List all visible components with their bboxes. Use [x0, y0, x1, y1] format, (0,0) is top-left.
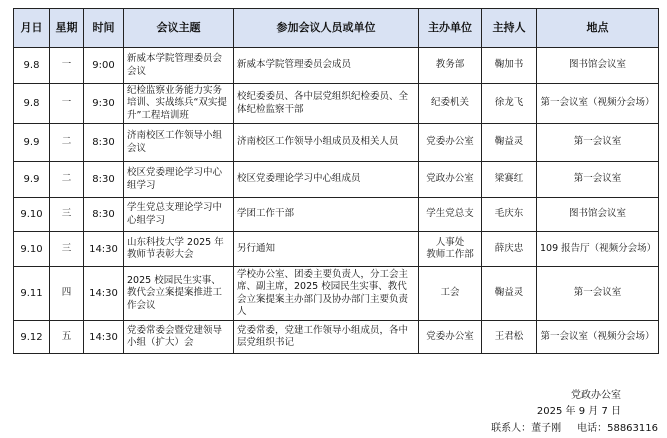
- contact-phone: 电话：58863116: [577, 423, 658, 434]
- cell-weekday: 五: [50, 321, 84, 354]
- cell-topic: 山东科技大学 2025 年教师节表彰大会: [124, 232, 234, 267]
- cell-topic: 济南校区工作领导小组会议: [124, 124, 234, 162]
- table-row: [14, 267, 659, 321]
- cell-time: 14:30: [84, 321, 124, 354]
- cell-weekday: 四: [50, 267, 84, 321]
- cell-participants: 学团工作干部: [234, 198, 419, 232]
- cell-host: 王君松: [482, 321, 537, 354]
- cell-weekday: 一: [50, 84, 84, 124]
- table-row: [14, 198, 659, 232]
- cell-host: 鞠益灵: [482, 267, 537, 321]
- header-date: 月日: [14, 9, 50, 48]
- header-topic: 会议主题: [124, 9, 234, 48]
- cell-time: 9:30: [84, 84, 124, 124]
- cell-organizer: 党委办公室: [419, 321, 482, 354]
- cell-location: 第一会议室（视频分会场）: [537, 321, 659, 354]
- cell-location: 第一会议室: [537, 162, 659, 198]
- table-row: [14, 321, 659, 354]
- contact-person: 联系人：董子刚: [491, 423, 562, 434]
- header-time: 时间: [84, 9, 124, 48]
- cell-location: 第一会议室: [537, 124, 659, 162]
- cell-topic: 2025 校园民生实事、教代会立案提案推进工作会议: [124, 267, 234, 321]
- cell-organizer: 党政办公室: [419, 162, 482, 198]
- header-weekday: 星期: [50, 9, 84, 48]
- cell-host: 毛庆东: [482, 198, 537, 232]
- cell-date: 9.9: [14, 124, 50, 162]
- cell-topic: 学生党总支理论学习中心组学习: [124, 198, 234, 232]
- cell-location: 109 报告厅（视频分会场）: [537, 232, 659, 267]
- table-row: [14, 232, 659, 267]
- cell-date: 9.8: [14, 84, 50, 124]
- table-row: [14, 124, 659, 162]
- cell-date: 9.10: [14, 198, 50, 232]
- cell-date: 9.8: [14, 48, 50, 84]
- cell-host: 薛庆忠: [482, 232, 537, 267]
- cell-topic: 校区党委理论学习中心组学习: [124, 162, 234, 198]
- cell-weekday: 三: [50, 198, 84, 232]
- table-row: [14, 162, 659, 198]
- cell-organizer: 党委办公室: [419, 124, 482, 162]
- header-participants: 参加会议人员或单位: [234, 9, 419, 48]
- cell-participants: 另行通知: [234, 232, 419, 267]
- cell-time: 8:30: [84, 124, 124, 162]
- meeting-schedule-table: [13, 8, 659, 354]
- cell-participants: 学校办公室、团委主要负责人，分工会主席、副主席，2025 校园民生实事、教代会立案提案主办部门及协办部门主要负责人: [234, 267, 419, 321]
- cell-host: 徐龙飞: [482, 84, 537, 124]
- table-row: [14, 84, 659, 124]
- cell-participants: 新威本学院管理委员会成员: [234, 48, 419, 84]
- cell-date: 9.9: [14, 162, 50, 198]
- header-host: 主持人: [482, 9, 537, 48]
- cell-host: 鞠益灵: [482, 124, 537, 162]
- cell-organizer: 纪委机关: [419, 84, 482, 124]
- cell-time: 8:30: [84, 162, 124, 198]
- cell-date: 9.12: [14, 321, 50, 354]
- cell-host: 鞠加书: [482, 48, 537, 84]
- cell-location: 图书馆会议室: [537, 198, 659, 232]
- cell-time: 14:30: [84, 267, 124, 321]
- table-row: [14, 48, 659, 84]
- issuing-office: 党政办公室: [571, 390, 621, 401]
- cell-time: 8:30: [84, 198, 124, 232]
- cell-host: 梁赛红: [482, 162, 537, 198]
- cell-participants: 校纪委委员、各中层党组织纪检委员、全体纪检监察干部: [234, 84, 419, 124]
- contact-line: [491, 419, 658, 434]
- table-header-row: [14, 9, 659, 48]
- cell-weekday: 二: [50, 124, 84, 162]
- cell-date: 9.11: [14, 267, 50, 321]
- cell-topic: 新威本学院管理委员会会议: [124, 48, 234, 84]
- cell-location: 第一会议室: [537, 267, 659, 321]
- cell-location: 第一会议室（视频分会场）: [537, 84, 659, 124]
- cell-date: 9.10: [14, 232, 50, 267]
- cell-participants: 党委常委，党建工作领导小组成员，各中层党组织书记: [234, 321, 419, 354]
- header-location: 地点: [537, 9, 659, 48]
- cell-weekday: 二: [50, 162, 84, 198]
- cell-participants: 济南校区工作领导小组成员及相关人员: [234, 124, 419, 162]
- issue-date: 2025 年 9 月 7 日: [536, 406, 621, 417]
- cell-organizer: 人事处 教师工作部: [419, 232, 482, 267]
- cell-organizer: 工会: [419, 267, 482, 321]
- cell-organizer: 教务部: [419, 48, 482, 84]
- cell-time: 9:00: [84, 48, 124, 84]
- cell-weekday: 三: [50, 232, 84, 267]
- cell-location: 图书馆会议室: [537, 48, 659, 84]
- cell-weekday: 一: [50, 48, 84, 84]
- cell-time: 14:30: [84, 232, 124, 267]
- header-organizer: 主办单位: [419, 9, 482, 48]
- cell-topic: 纪检监察业务能力实务培训、实战练兵“双实提升”工程培训班: [124, 84, 234, 124]
- cell-participants: 校区党委理论学习中心组成员: [234, 162, 419, 198]
- cell-topic: 党委常委会暨党建领导小组（扩大）会: [124, 321, 234, 354]
- cell-organizer: 学生党总支: [419, 198, 482, 232]
